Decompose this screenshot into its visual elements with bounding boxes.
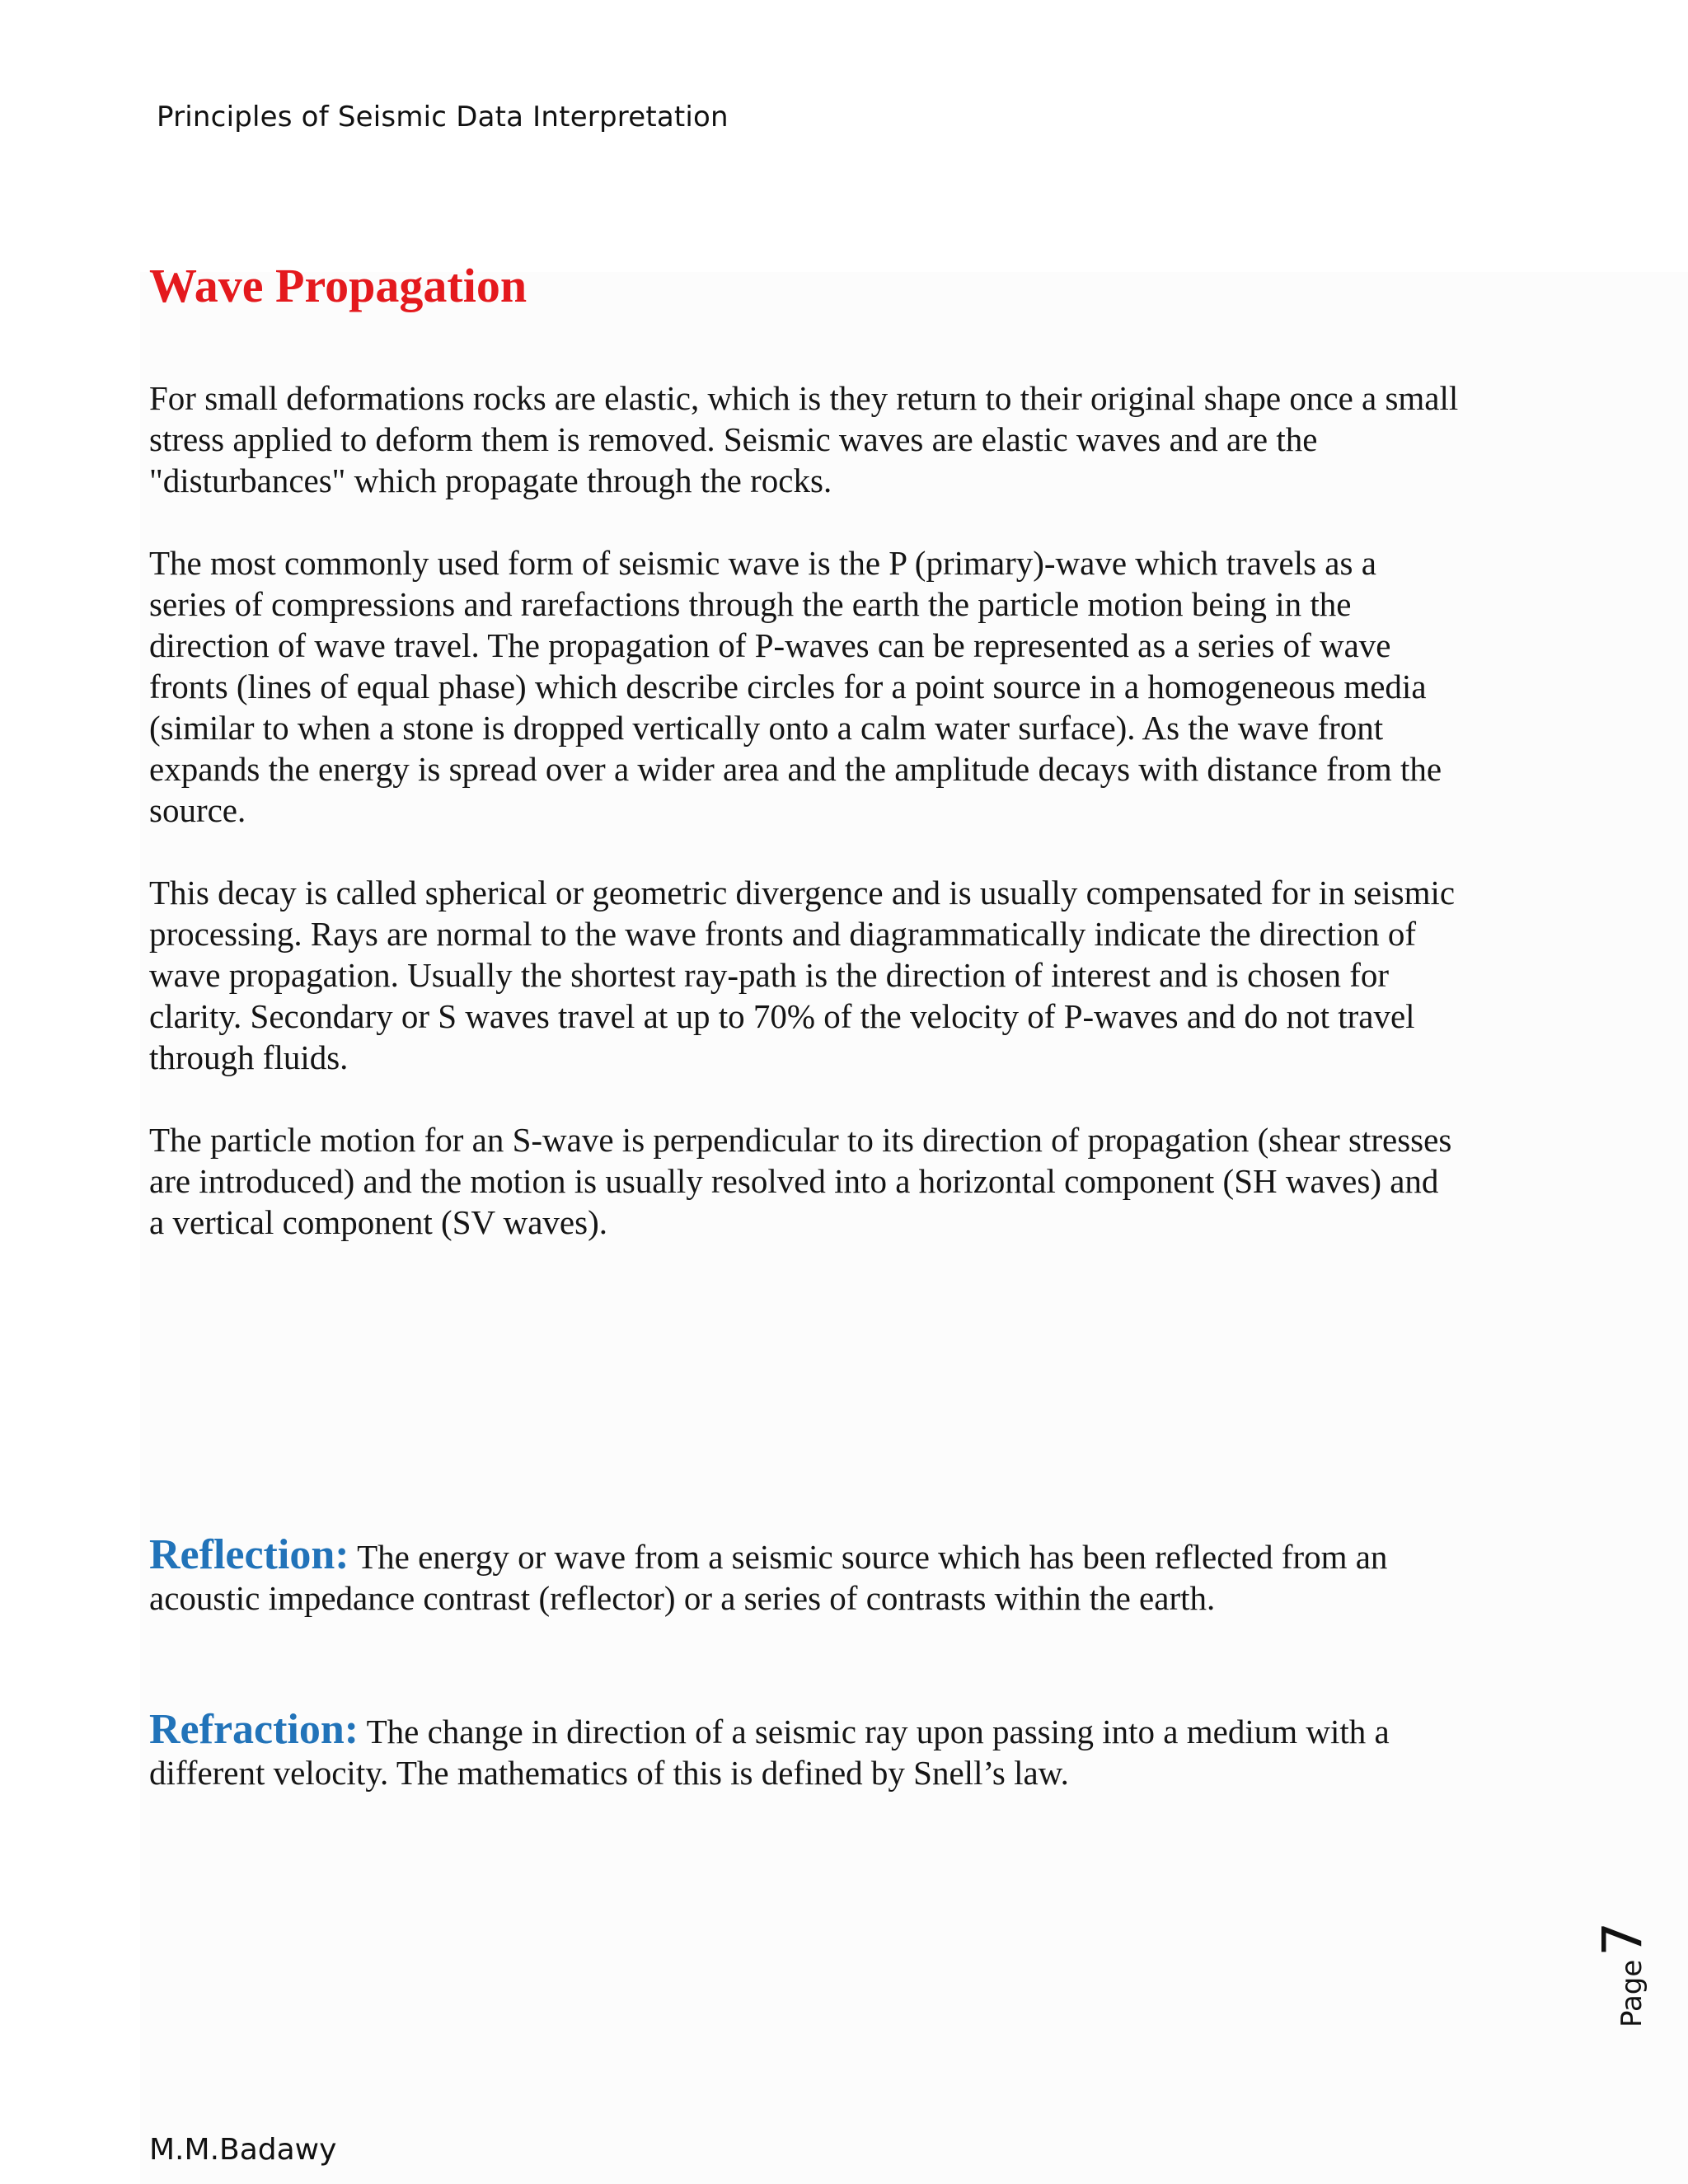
paragraph-line: "disturbances" which propagate through the rocks. [149, 462, 832, 499]
page-number [1574, 1921, 1665, 2027]
paragraph-line: This decay is called spherical or geometric divergence and is usually compensated for in seismic [149, 874, 1456, 912]
paragraph-line: are introduced) and the motion is usually resolved into a horizontal component (SH waves) and [149, 1162, 1439, 1200]
paragraph-line: wave propagation. Usually the shortest ray-path is the direction of interest and is chosen for [149, 956, 1390, 994]
running-header: Principles of Seismic Data Interpretation [157, 101, 729, 134]
definition-term: Reflection: [149, 1531, 349, 1578]
paragraph-line: series of compressions and rarefactions through the earth the particle motion being in the [149, 585, 1352, 623]
paragraph-divergence [149, 872, 1567, 1078]
paragraph-line: clarity. Secondary or S waves travel at up to 70% of the velocity of P-waves and do not travel [149, 997, 1415, 1035]
definition-refraction [149, 1706, 1567, 1793]
paragraph-line: processing. Rays are normal to the wave fronts and diagrammatically indicate the direction of [149, 915, 1416, 953]
paragraph-line: source. [149, 791, 246, 829]
definition-text: The energy or wave from a seismic source which has been reflected from an [349, 1538, 1388, 1576]
paragraph-line: fronts (lines of equal phase) which describe circles for a point source in a homogeneous media [149, 668, 1427, 705]
paragraph-line: through fluids. [149, 1038, 349, 1076]
paragraph-line: For small deformations rocks are elastic, which is they return to their original shape once a small [149, 379, 1459, 417]
definition-line [149, 1706, 1567, 1753]
definition-line: acoustic impedance contrast (reflector) or a series of contrasts within the earth. [149, 1579, 1216, 1617]
definition-text: The change in direction of a seismic ray upon passing into a medium with a [359, 1713, 1390, 1750]
paragraph-s-wave [149, 1119, 1567, 1243]
definition-term: Refraction: [149, 1706, 359, 1753]
definition-line: different velocity. The mathematics of this is defined by Snell’s law. [149, 1754, 1069, 1792]
paragraph-line: The particle motion for an S-wave is perpendicular to its direction of propagation (shear stresses [149, 1121, 1452, 1159]
paragraph-line: stress applied to deform them is removed. Seismic waves are elastic waves and are the [149, 420, 1318, 458]
paragraph-p-wave [149, 542, 1567, 831]
section-title: Wave Propagation [149, 259, 528, 312]
paragraph-line: expands the energy is spread over a wider area and the amplitude decays with distance from the [149, 750, 1442, 788]
author-footer: M.M.Badawy [149, 2133, 337, 2167]
paragraph-line: (similar to when a stone is dropped vertically onto a calm water surface). As the wave front [149, 709, 1384, 747]
paragraph-line: The most commonly used form of seismic wave is the P (primary)-wave which travels as a [149, 544, 1376, 582]
page-number-value: 7 [1591, 1921, 1654, 1957]
paragraph-line: direction of wave travel. The propagation of P-waves can be represented as a series of wave [149, 626, 1391, 664]
page-label: Page [1615, 1959, 1648, 2027]
paragraph-elastic-rocks [149, 377, 1567, 501]
definition-line [149, 1531, 1567, 1578]
definition-reflection [149, 1531, 1567, 1619]
paragraph-line: a vertical component (SV waves). [149, 1203, 607, 1241]
